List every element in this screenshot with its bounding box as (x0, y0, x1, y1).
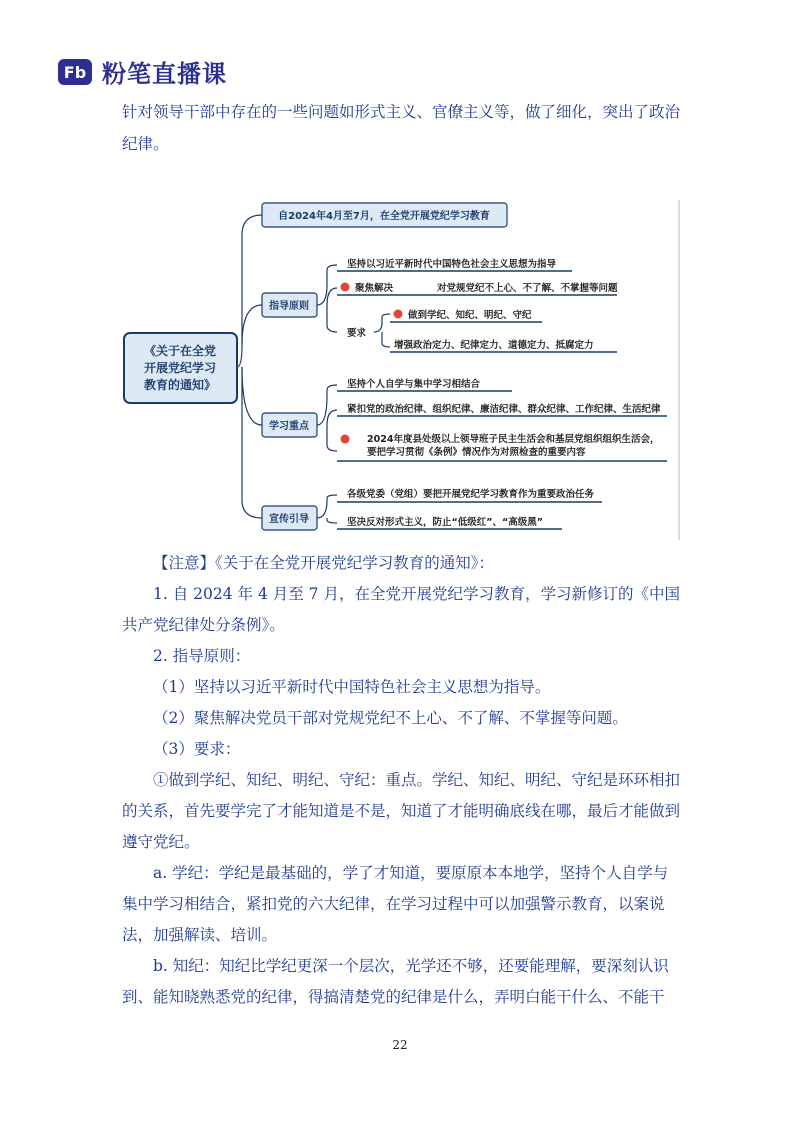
branch-study-label: 学习重点 (269, 421, 309, 432)
notes-paragraph-6: ①做到学纪、知纪、明纪、守纪：重点。学纪、知纪、明纪、守纪是环环相扣的关系，首先要学完了才能知道是不是，知道了才能明确底线在哪，最后才能做到遵守党纪。 (122, 771, 681, 851)
root-line-3: 教育的通知》 (143, 378, 217, 392)
notes-paragraph-2: 2. 指导原则： (153, 647, 251, 665)
promo-item-2: 坚决反对形式主义，防止“低级红”、“高级黑” (347, 517, 543, 528)
notes-section (122, 548, 682, 1013)
study-marker-icon (341, 435, 350, 444)
logo-mark: Fb (63, 62, 87, 82)
guide-req-2: 增强政治定力、纪律定力、道德定力、抵腐定力 (394, 340, 594, 351)
focus-marker-icon (341, 283, 350, 292)
req-marker-icon (394, 310, 403, 319)
root-line-2: 开展党纪学习 (143, 361, 217, 375)
notes-paragraph-8: b. 知纪：知纪比学纪更深一个层次，光学还不够，还要能理解，要深刻认识到、能知晓熟悉党的纪律，得搞清楚党的纪律是什么，弄明白能干什么、不能干 (122, 957, 669, 1006)
root-line-1: 《关于在全党 (143, 344, 217, 358)
guide-focus-label: 聚焦解决 (355, 283, 394, 294)
branch-guide-label: 指导原则 (269, 301, 309, 312)
notes-paragraph-3: （1）坚持以习近平新时代中国特色社会主义思想为指导。 (153, 678, 551, 696)
notes-title: 【注意】《关于在全党开展党纪学习教育的通知》： (153, 554, 495, 572)
branch-promo-label: 宣传引导 (269, 514, 309, 525)
study-item-3b: 要把学习贯彻《条例》情况作为对照检查的重要内容 (367, 447, 586, 458)
guide-req-label: 要求 (347, 328, 367, 339)
study-item-2: 紧扣党的政治纪律、组织纪律、廉洁纪律、群众纪律、工作纪律、生活纪律 (347, 404, 661, 415)
guide-item-1: 坚持以习近平新时代中国特色社会主义思想为指导 (347, 259, 557, 270)
guide-req-1: 做到学纪、知纪、明纪、守纪 (408, 310, 532, 321)
top-node-text: 自2024年4月至7月，在全党开展党纪学习教育 (278, 211, 490, 222)
guide-focus-text: 对党规党纪不上心、不了解、不掌握等问题 (437, 283, 618, 294)
page-number: 22 (392, 1038, 408, 1052)
notes-paragraph-4: （2）聚焦解决党员干部对党规党纪不上心、不了解、不掌握等问题。 (153, 709, 628, 727)
promo-item-1: 各级党委（党组）要把开展党纪学习教育作为重要政治任务 (347, 489, 595, 500)
notes-paragraph-7: a. 学纪：学纪是最基础的，学了才知道，要原原本本地学，坚持个人自学与集中学习相结合，紧扣党的六大纪律，在学习过程中可以加强警示教育，以案说法，加强解读、培训。 (122, 864, 669, 944)
notes-paragraph-1: 1. 自 2024 年 4 月至 7 月，在全党开展党纪学习教育，学习新修订的《中国共产党纪律处分条例》。 (122, 585, 680, 634)
study-item-3a: 2024年度县处级以上领导班子民主生活会和基层党组织组织生活会， (367, 434, 660, 445)
intro-paragraph: 针对领导干部中存在的一些问题如形式主义、官僚主义等，做了细化，突出了政治纪律。 (122, 103, 681, 153)
logo-text: 粉笔直播课 (102, 60, 227, 88)
study-item-1: 坚持个人自学与集中学习相结合 (347, 379, 481, 390)
mind-map (112, 195, 682, 543)
notes-paragraph-5: （3）要求： (153, 740, 241, 758)
brand-logo (58, 54, 227, 89)
fb-logo-icon (58, 59, 92, 85)
